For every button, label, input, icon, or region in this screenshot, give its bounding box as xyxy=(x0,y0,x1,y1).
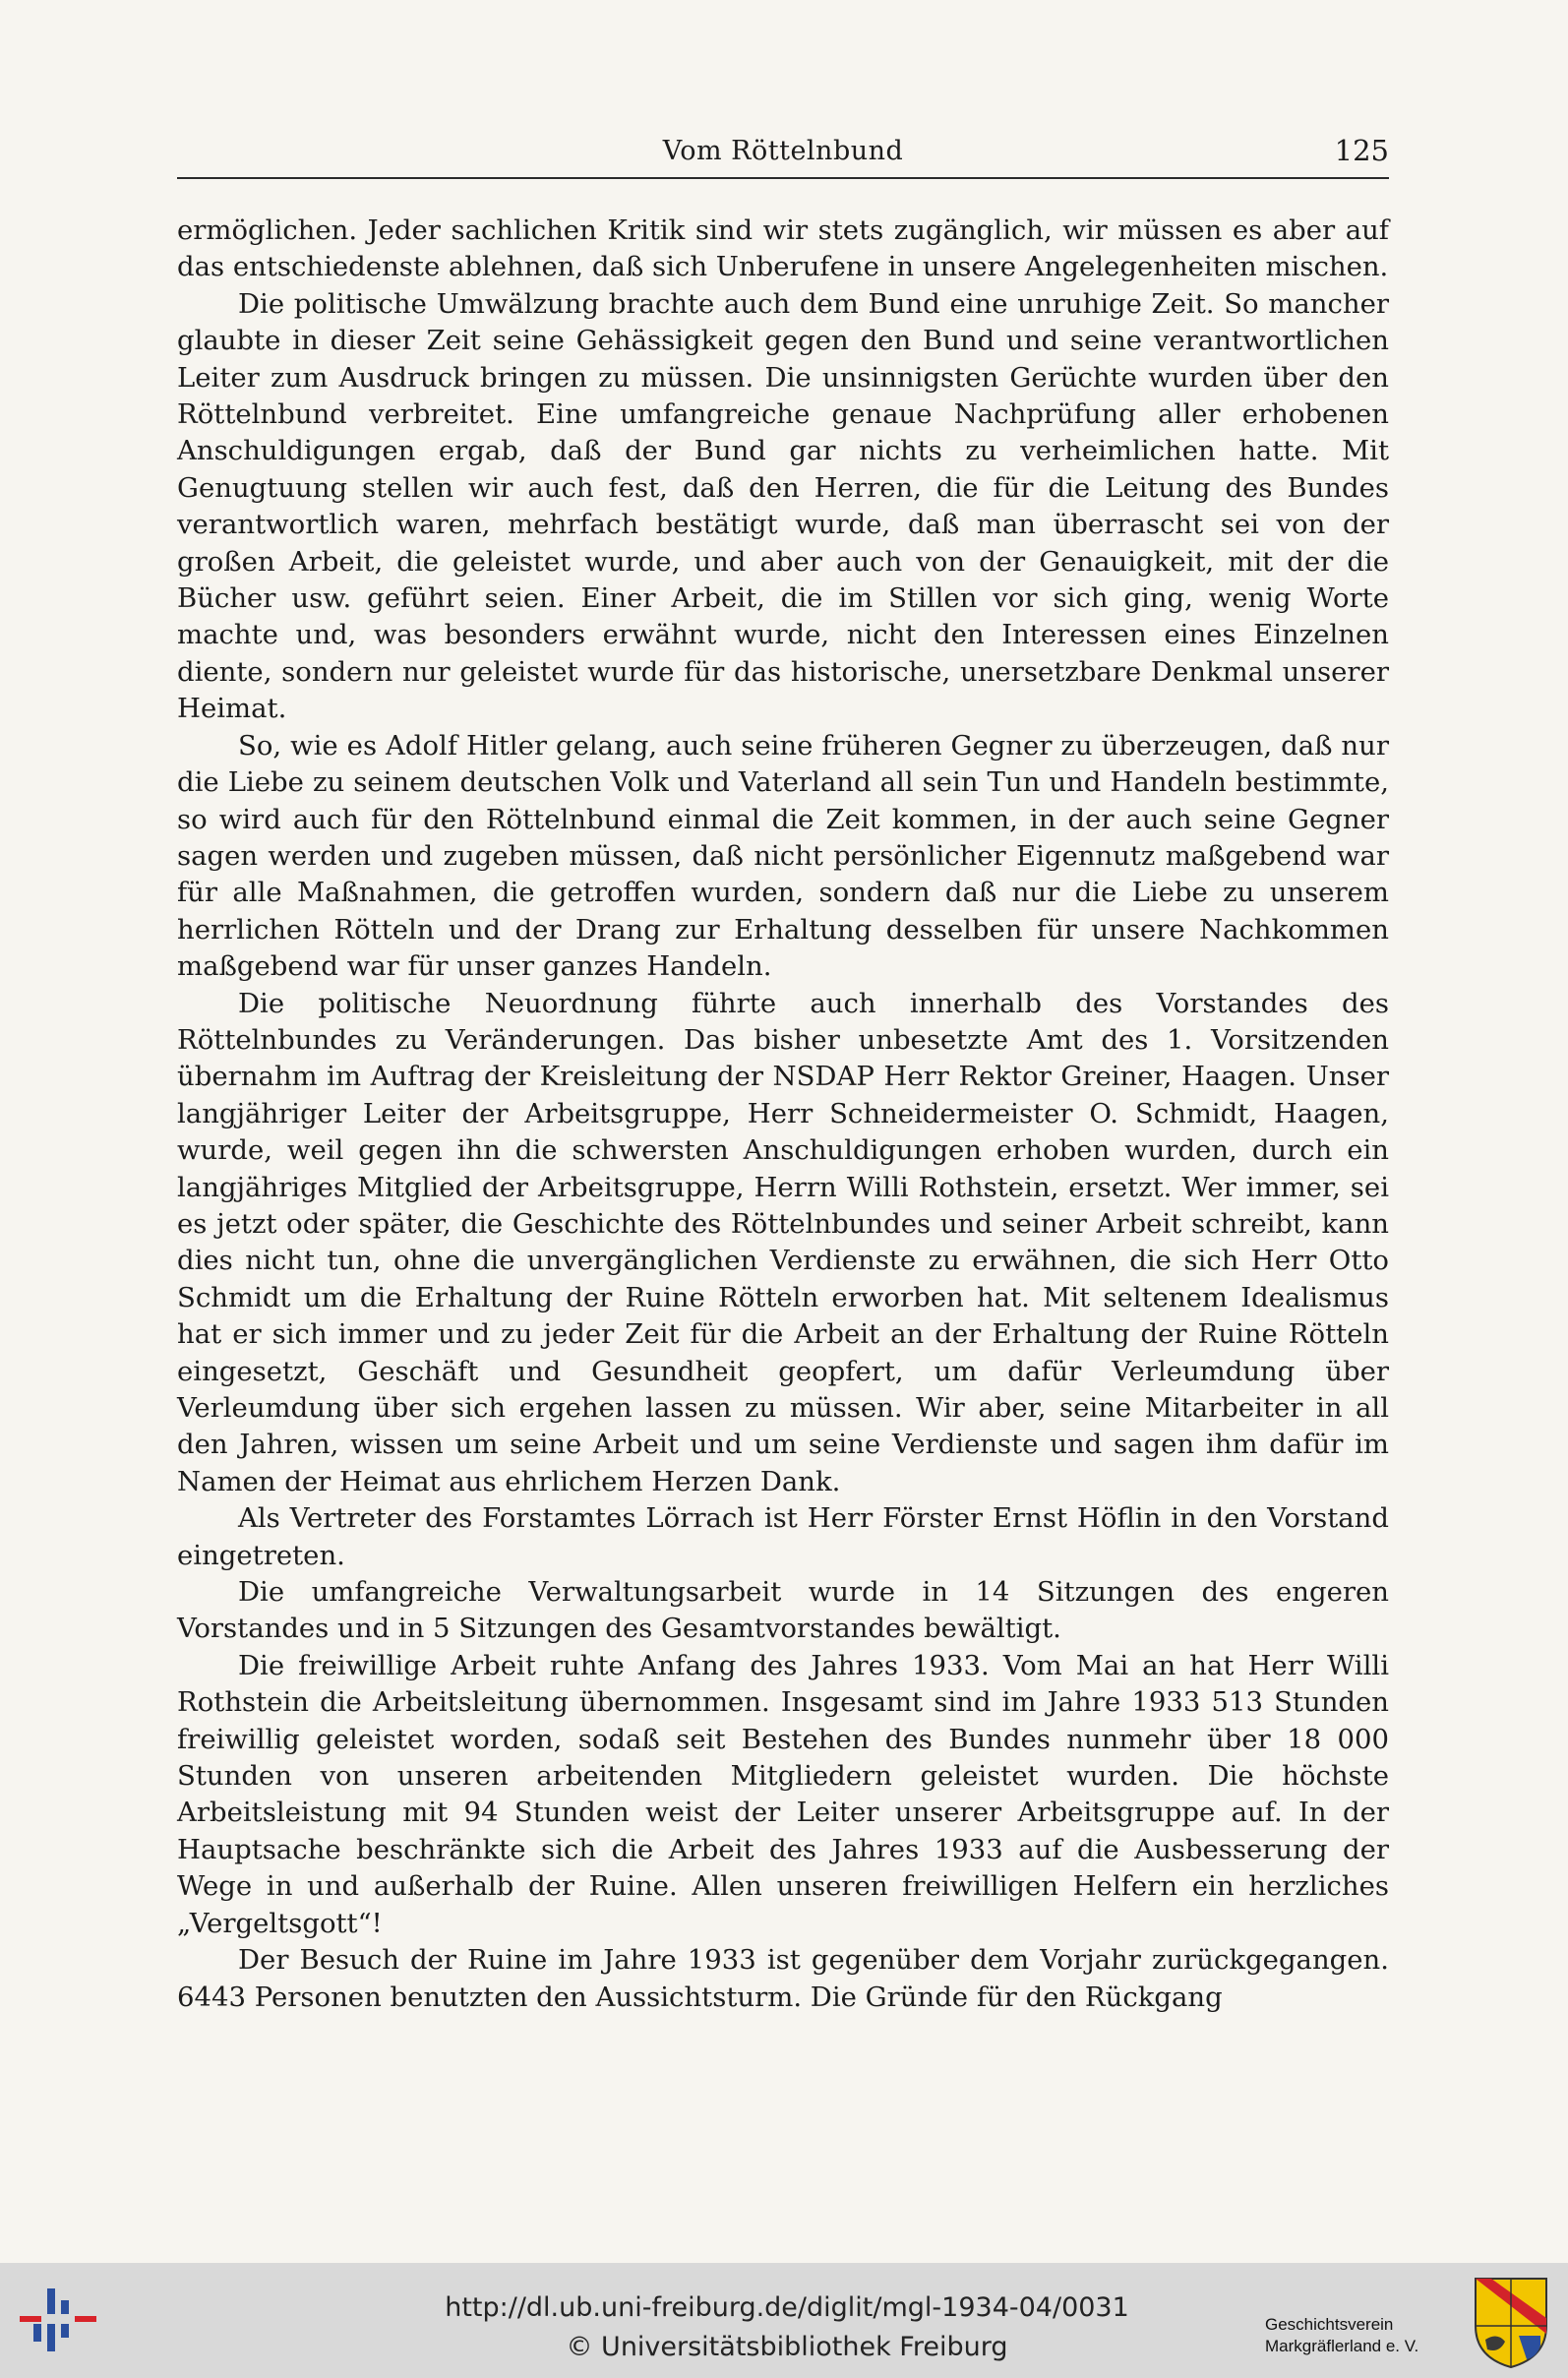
copyright-notice: © Universitätsbibliothek Freiburg xyxy=(566,2332,1008,2362)
page-number: 125 xyxy=(1334,134,1389,167)
society-name-line2: Markgräflerland e. V. xyxy=(1265,2337,1419,2355)
running-title: Vom Röttelnbund xyxy=(662,136,904,166)
body-text xyxy=(177,213,1389,2016)
paragraph: Der Besuch der Ruine im Jahre 1933 ist gegenüber dem Vorjahr zurückgegangen. 6443 Personen benutzten den Aussichtsturm. Die Gründe für den Rückgang xyxy=(177,1944,1389,2013)
paragraph: Die freiwillige Arbeit ruhte Anfang des Jahres 1933. Vom Mai an hat Herr Willi Rothstein die Arbeitsleitung übernommen. Insgesamt sind im Jahre 1933 513 Stunden freiwillig geleistet worden, sodaß seit Bestehen des Bundes nunmehr über 18 000 Stunden von unseren arbeitenden Mitgliedern geleistet wurden. Die höchste Arbeitsleistung mit 94 Stunden weist der Leiter unserer Arbeitsgruppe auf. In der Hauptsache beschränkte sich die Arbeit des Jahres 1933 auf die Ausbesserung der Wege in und außerhalb der Ruine. Allen unseren freiwilligen Helfern ein herzliches „Vergeltsgott“! xyxy=(177,1649,1389,1939)
paragraph: So, wie es Adolf Hitler gelang, auch seine früheren Gegner zu überzeugen, daß nur die Liebe zu seinem deutschen Volk und Vaterland all sein Tun und Handeln bestimmte, so wird auch für den Röttelnbund einmal die Zeit kommen, in der auch seine Gegner sagen werden und zugeben müssen, daß nicht persönlicher Eigennutz maßgebend war für alle Maßnahmen, die getroffen wurden, sondern daß nur die Liebe zu unserem herrlichen Rötteln und der Drang zur Erhaltung desselben für unsere Nachkommen maßgebend war für unser ganzes Handeln. xyxy=(177,729,1389,983)
footer-bar xyxy=(0,2263,1568,2378)
society-name xyxy=(1265,2314,1418,2357)
society-name-line1: Geschichtsverein xyxy=(1265,2315,1394,2334)
coat-of-arms-icon xyxy=(1472,2275,1550,2369)
paragraph: Als Vertreter des Forstamtes Lörrach ist Herr Förster Ernst Höflin in den Vorstand eingetreten. xyxy=(177,1502,1389,1571)
source-url[interactable]: http://dl.ub.uni-freiburg.de/diglit/mgl-1934-04/0031 xyxy=(445,2292,1129,2323)
paragraph: Die politische Neuordnung führte auch innerhalb des Vorstandes des Röttelnbundes zu Veränderungen. Das bisher unbesetzte Amt des 1. Vorsitzenden übernahm im Auftrag der Kreisleitung der NSDAP Herr Rektor Greiner, Haagen. Unser langjähriger Leiter der Arbeitsgruppe, Herr Schneidermeister O. Schmidt, Haagen, wurde, weil gegen ihn die schwersten Anschuldigungen erhoben wurden, durch ein langjähriges Mitglied der Arbeitsgruppe, Herrn Willi Rothstein, ersetzt. Wer immer, sei es jetzt oder später, die Geschichte des Röttelnbundes und seiner Arbeit schreibt, kann dies nicht tun, ohne die unvergänglichen Verdienste zu erwähnen, die sich Herr Otto Schmidt um die Erhaltung der Ruine Rötteln erworben hat. Mit seltenem Idealismus hat er sich immer und zu jeder Zeit für die Arbeit an der Erhaltung der Ruine Rötteln eingesetzt, Geschäft und Gesundheit geopfert, um dafür Verleumdung über Verleumdung über sich ergehen lassen zu müssen. Wir aber, seine Mitarbeiter in all den Jahren, wissen um seine Arbeit und um seine Verdienste und sagen ihm dafür im Namen der Heimat aus ehrlichem Herzen Dank. xyxy=(177,987,1389,1497)
header-rule xyxy=(177,177,1389,179)
paragraph: ermöglichen. Jeder sachlichen Kritik sind wir stets zugänglich, wir müssen es aber auf das entschiedenste ablehnen, daß sich Unberufene in unsere Angelegenheiten mischen. xyxy=(177,214,1389,283)
paragraph: Die umfangreiche Verwaltungsarbeit wurde in 14 Sitzungen des engeren Vorstandes und in 5 Sitzungen des Gesamtvorstandes bewältigt. xyxy=(177,1576,1389,1645)
running-head xyxy=(177,136,1389,175)
ub-freiburg-logo-icon xyxy=(14,2283,102,2357)
paragraph: Die politische Umwälzung brachte auch dem Bund eine unruhige Zeit. So mancher glaubte in dieser Zeit seine Gehässigkeit gegen den Bund und seine verantwortlichen Leiter zum Ausdruck bringen zu müssen. Die unsinnigsten Gerüchte wurden über den Röttelnbund verbreitet. Eine umfangreiche genaue Nachprüfung aller erhobenen Anschuldigungen ergab, daß der Bund gar nichts zu verheimlichen hatte. Mit Genugtuung stellen wir auch fest, daß den Herren, die für die Leitung des Bundes verantwortlich waren, mehrfach bestätigt wurde, daß man überrascht sei von der großen Arbeit, die geleistet wurde, und aber auch von der Genauigkeit, mit der die Bücher usw. geführt seien. Einer Arbeit, die im Stillen vor sich ging, wenig Worte machte und, was besonders erwähnt wurde, nicht den Interessen eines Einzelnen diente, sondern nur geleistet wurde für das historische, unersetzbare Denkmal unserer Heimat. xyxy=(177,287,1389,725)
